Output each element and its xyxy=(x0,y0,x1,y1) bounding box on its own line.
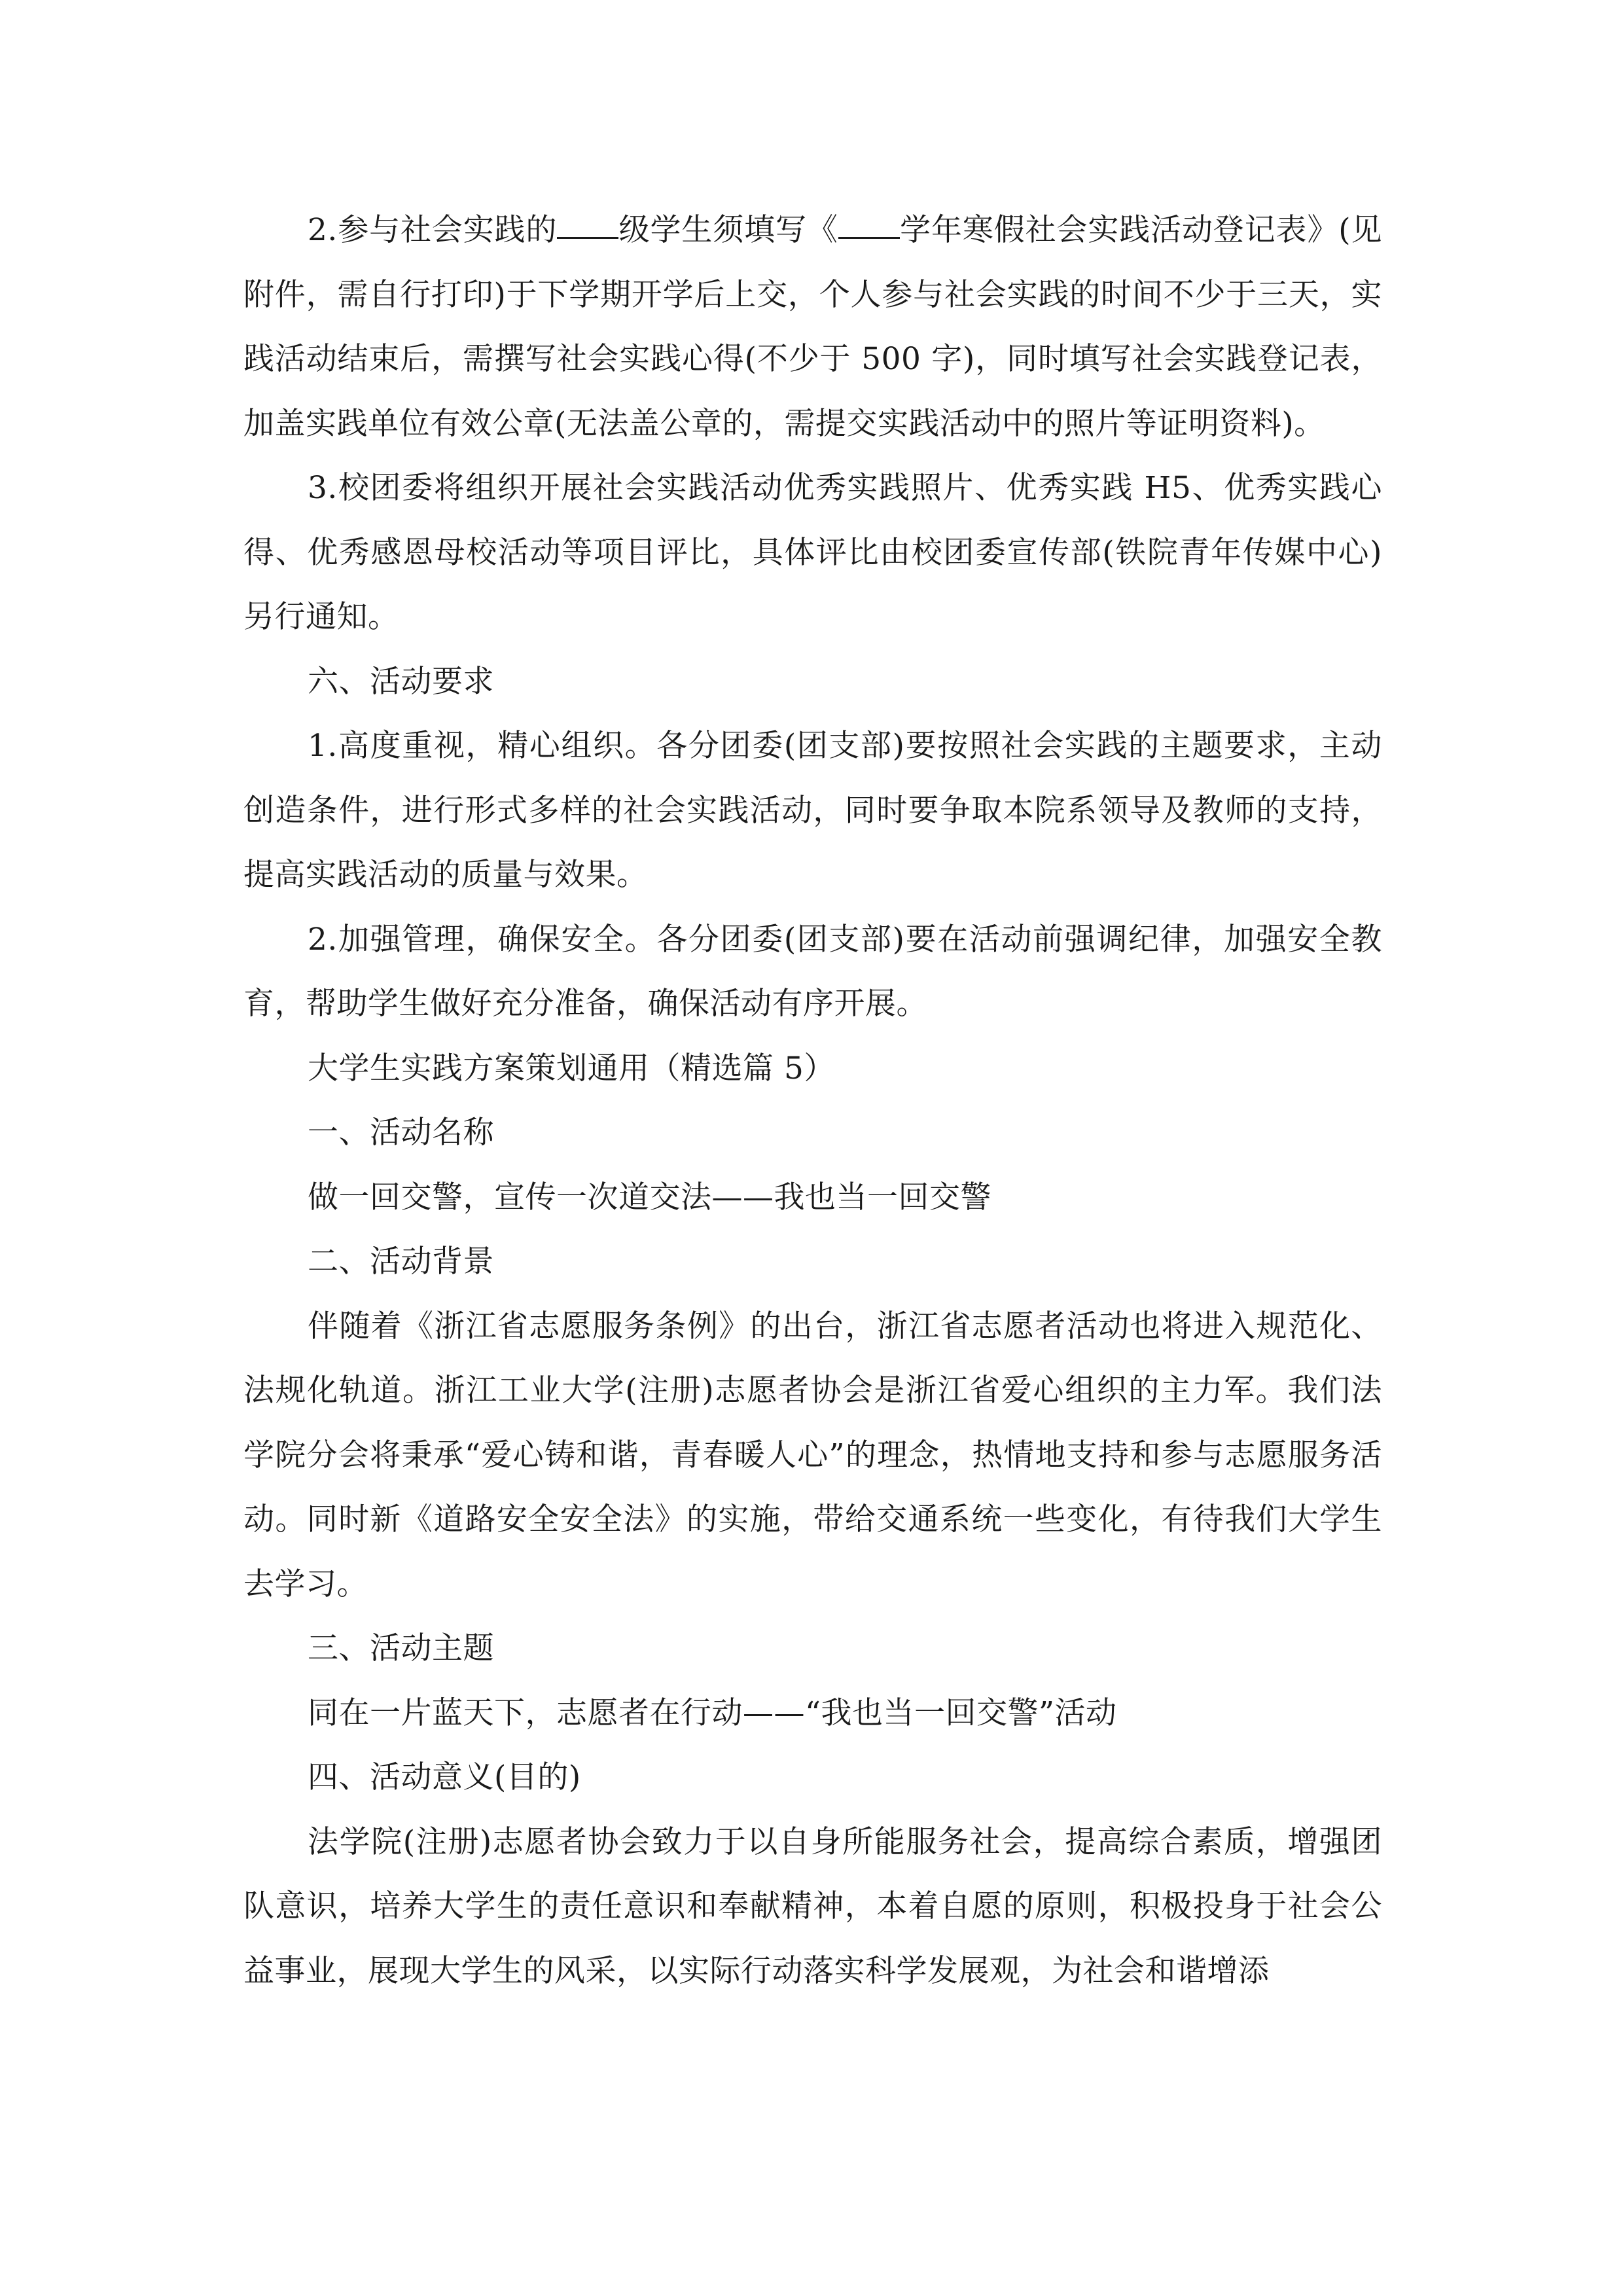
paragraph-text-part: 级学生须填写《 xyxy=(618,212,838,248)
section-heading-theme: 三、活动主题 xyxy=(308,1630,494,1666)
section-heading-background: 二、活动背景 xyxy=(308,1244,494,1280)
fill-in-blank-grade xyxy=(557,236,618,239)
paragraph-requirement-1: 1.高度重视，精心组织。各分团委(团支部)要按照社会实践的主题要求，主动创造条件，进行形式多样的社会实践活动，同时要争取本院系领导及教师的支持，提高实践活动的质量与效果。 xyxy=(243,728,1382,893)
section-heading-requirements: 六、活动要求 xyxy=(308,663,494,700)
paragraph-activity-name: 做一回交警，宣传一次道交法——我也当一回交警 xyxy=(308,1179,991,1215)
section-heading-purpose: 四、活动意义(目的) xyxy=(308,1759,581,1795)
section-heading-activity-name: 一、活动名称 xyxy=(308,1115,494,1151)
paragraph-text-part: 2.参与社会实践的 xyxy=(308,212,558,248)
paragraph-theme: 同在一片蓝天下，志愿者在行动——“我也当一回交警”活动 xyxy=(308,1695,1117,1731)
paragraph-evaluation: 3.校团委将组织开展社会实践活动优秀实践照片、优秀实践 H5、优秀实践心得、优秀感恩母校活动等项目评比，具体评比由校团委宣传部(铁院青年传媒中心)另行通知。 xyxy=(243,470,1382,635)
paragraph-background: 伴随着《浙江省志愿服务条例》的出台，浙江省志愿者活动也将进入规范化、法规化轨道。浙江工业大学(注册)志愿者协会是浙江省爱心组织的主力军。我们法学院分会将秉承“爱心铸和谐，青春暖人心”的理念，热情地支持和参与志愿服务活动。同时新《道路安全安全法》的实施，带给交通系统一些变化，有待我们大学生去学习。 xyxy=(243,1308,1382,1602)
paragraph-requirement-2: 2.加强管理，确保安全。各分团委(团支部)要在活动前强调纪律，加强安全教育，帮助学生做好充分准备，确保活动有序开展。 xyxy=(243,921,1382,1022)
document-body xyxy=(243,198,1382,2003)
paragraph-text-part: 学年寒假社会实践活动登记表》(见附件，需自行打印)于下学期开学后上交，个人参与社会实践的时间不少于三天，实践活动结束后，需撰写社会实践心得(不少于 500 字)，同时填写社会实践登记表，加盖实践单位有效公章(无法盖公章的，需提交实践活动中的照片等证明资料)。 xyxy=(243,212,1382,442)
fill-in-blank-year xyxy=(838,236,900,239)
article-title: 大学生实践方案策划通用（精选篇 5） xyxy=(308,1050,835,1086)
paragraph-purpose: 法学院(注册)志愿者协会致力于以自身所能服务社会，提高综合素质，增强团队意识，培养大学生的责任意识和奉献精神，本着自愿的原则，积极投身于社会公益事业，展现大学生的风采，以实际行动落实科学发展观，为社会和谐增添 xyxy=(243,1823,1382,1989)
paragraph-registration-requirement xyxy=(243,198,1382,456)
